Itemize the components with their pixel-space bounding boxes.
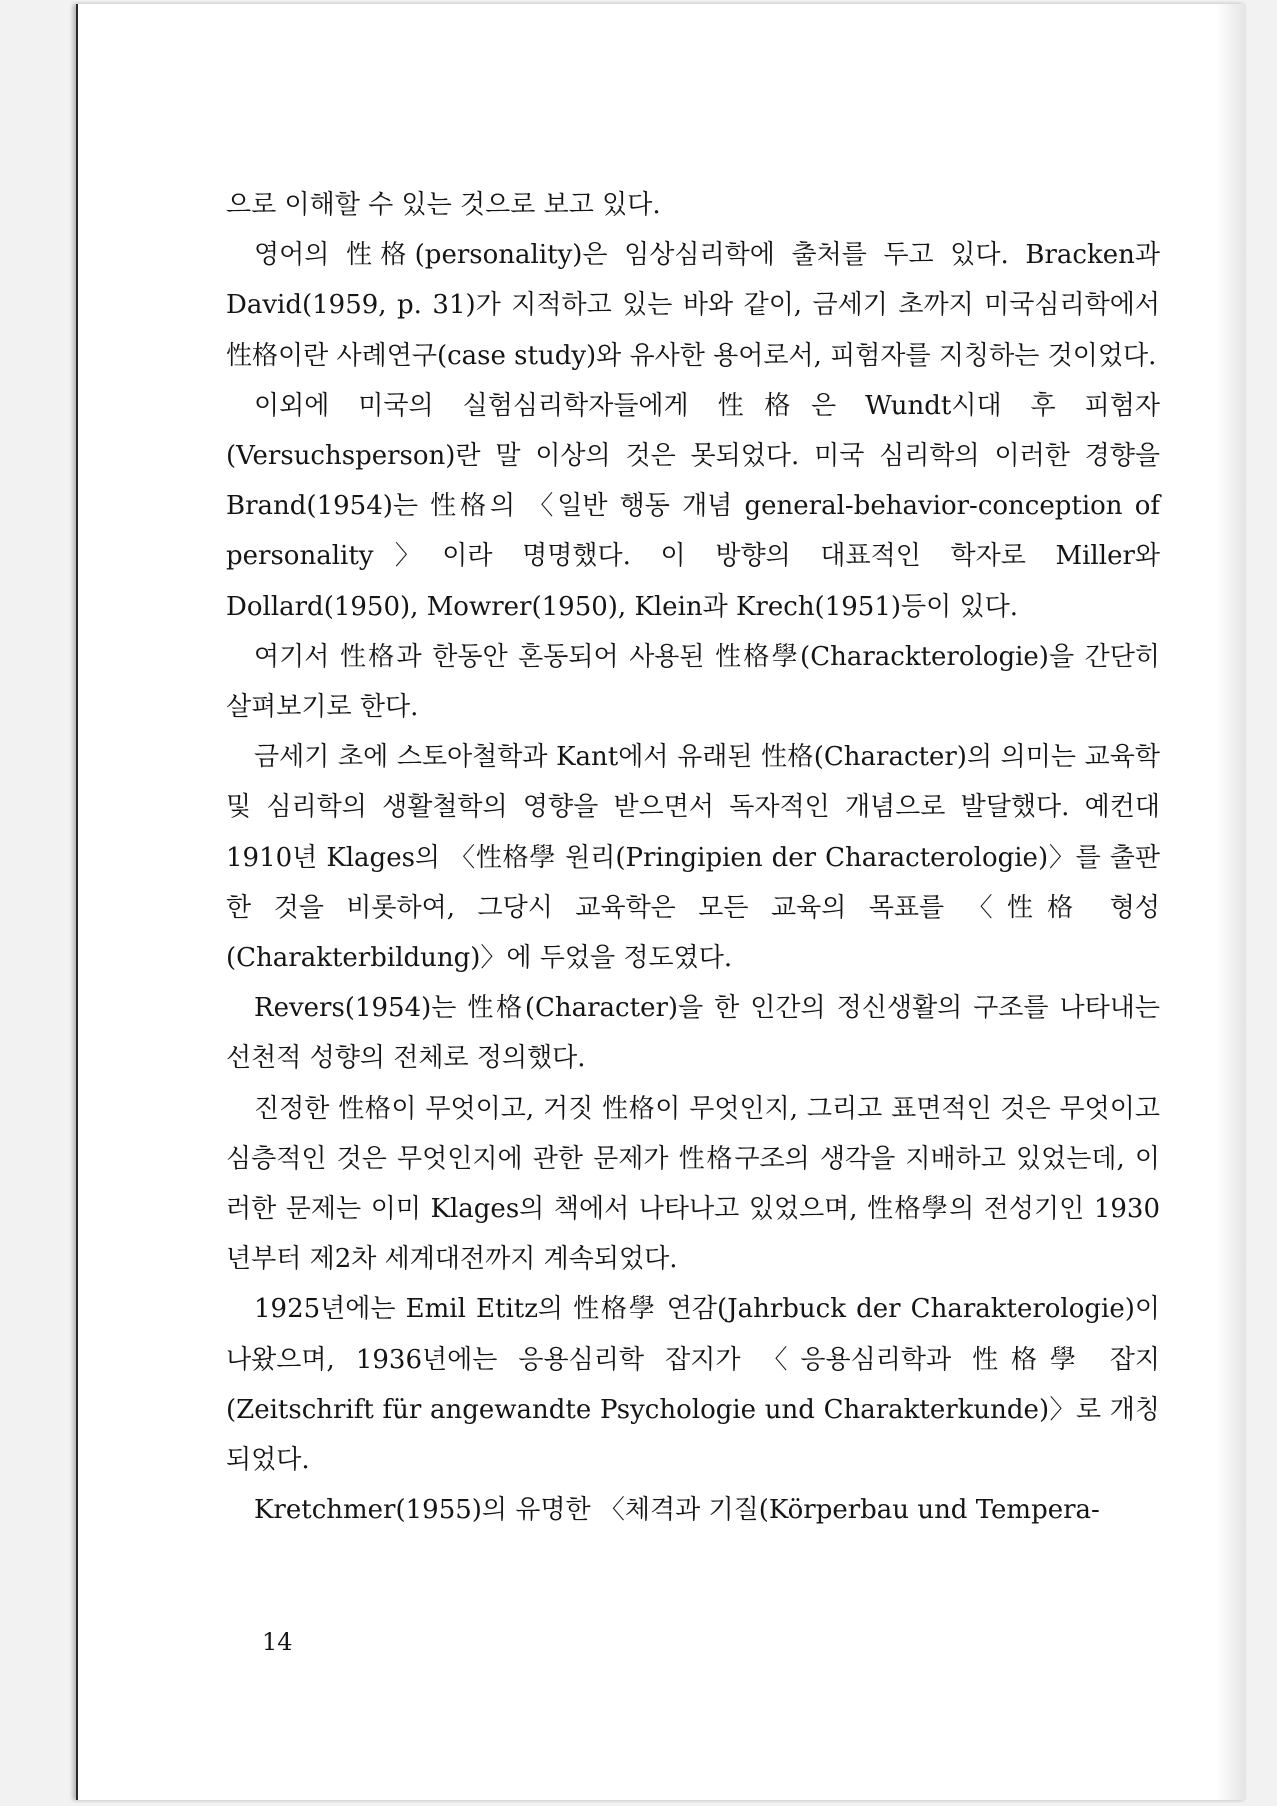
- body-text: [226, 180, 1160, 1535]
- paragraph: Revers(1954)는 性格(Character)을 한 인간의 정신생활의 구조를 나타내는 선천적 성향의 전체로 정의했다.: [226, 993, 1160, 1074]
- paragraph: 금세기 초에 스토아철학과 Kant에서 유래된 性格(Character)의 의미는 교육학 및 심리학의 생활철학의 영향을 받으면서 독자적인 개념으로 발달했다. 예컨대 1910년 Klages의 〈性格學 원리(Pringipien der Characterologie)〉를 출판한 것을 비롯하여, 그당시 교육학은 모든 교육의 목표를 〈性格 형성(Charakterbildung)〉에 두었을 정도였다.: [226, 742, 1160, 974]
- paragraph: 1925년에는 Emil Etitz의 性格學 연감(Jahrbuck der Charakterologie)이 나왔으며, 1936년에는 응용심리학 잡지가 〈응용심리학과 性格學 잡지(Zeitschrift für angewandte Psychologie und Charakterkunde)〉로 개칭되었다.: [226, 1294, 1160, 1476]
- page-edge-shadow: [1216, 4, 1246, 1800]
- paragraph: 영어의 性格(personality)은 임상심리학에 출처를 두고 있다. Bracken과 David(1959, p. 31)가 지적하고 있는 바와 같이, 금세기 초까지 미국심리학에서 性格이란 사례연구(case study)와 유사한 용어로서, 피험자를 지칭하는 것이었다.: [226, 240, 1160, 371]
- paragraph: 여기서 性格과 한동안 혼동되어 사용된 性格學(Charackterologie)을 간단히 살펴보기로 한다.: [226, 641, 1160, 723]
- page-number: 14: [262, 1628, 293, 1656]
- paragraph-continuation: 으로 이해할 수 있는 것으로 보고 있다.: [226, 190, 661, 220]
- paragraph: 이외에 미국의 실험심리학자들에게 性格은 Wundt시대 후 피험자(Versuchsperson)란 말 이상의 것은 못되었다. 미국 심리학의 이러한 경향을 Brand(1954)는 性格의 〈일반 행동 개념 general-behavior-conception of personality〉이라 명명했다. 이 방향의 대표적인 학자로 Miller와 Dollard(1950), Mowrer(1950), Klein과 Krech(1951)등이 있다.: [226, 390, 1160, 622]
- book-page: [76, 4, 1246, 1800]
- paragraph: Kretchmer(1955)의 유명한 〈체격과 기질(Körperbau und Tempera-: [254, 1495, 1100, 1526]
- paragraph: 진정한 性格이 무엇이고, 거짓 性格이 무엇인지, 그리고 표면적인 것은 무엇이고 심층적인 것은 무엇인지에 관한 문제가 性格구조의 생각을 지배하고 있었는데, 이러한 문제는 이미 Klages의 책에서 나타나고 있었으며, 性格學의 전성기인 1930년부터 제2차 세계대전까지 계속되었다.: [226, 1093, 1160, 1275]
